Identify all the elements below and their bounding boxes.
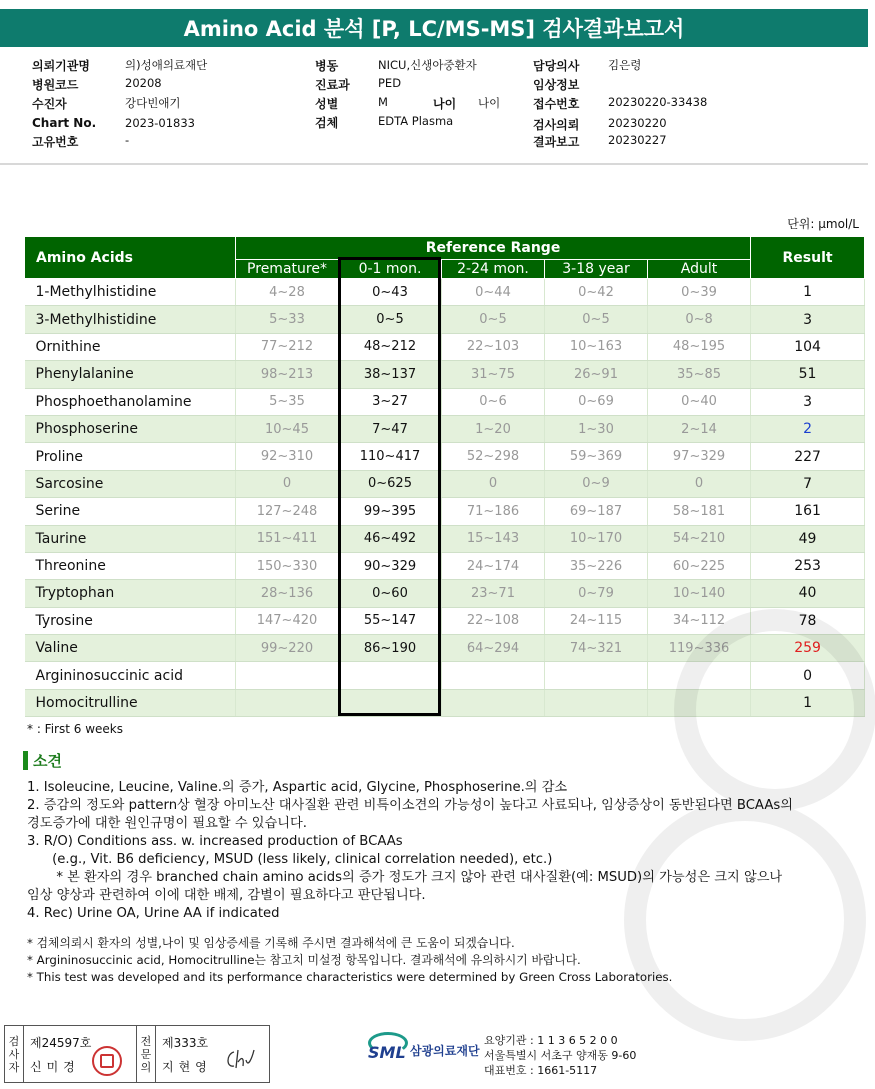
reference-range-cell: 77~212: [236, 333, 339, 360]
report-title: Amino Acid 분석 [P, LC/MS-MS] 검사결과보고서: [0, 9, 868, 47]
reference-range-cell: 59~369: [545, 443, 648, 470]
company-logo: [366, 1030, 480, 1060]
reference-range-cell: 7~47: [339, 415, 442, 442]
opinion-heading: [23, 750, 62, 771]
reference-range-cell: 0~42: [545, 279, 648, 306]
opinion-line: 임상 양상과 관련하여 이에 대한 배제, 감별이 필요하다고 판단됩니다.: [27, 888, 426, 903]
reference-range-cell: 3~27: [339, 388, 442, 415]
result-cell: 3: [751, 306, 865, 333]
reference-range-cell: 34~112: [648, 607, 751, 634]
table-row: [25, 361, 865, 388]
info-value: 김은령: [608, 58, 642, 72]
vert-char: 자: [8, 1060, 20, 1074]
reference-range-cell: 151~411: [236, 525, 339, 552]
info-value: PED: [378, 76, 402, 90]
reference-range-cell: 74~321: [545, 635, 648, 662]
reference-range-cell: 150~330: [236, 552, 339, 579]
tester-name: 신미경: [30, 1060, 80, 1074]
specialist-cell: [156, 1026, 268, 1082]
reference-range-cell: 92~310: [236, 443, 339, 470]
table-row: [25, 306, 865, 333]
info-label: 결과보고: [533, 135, 580, 149]
info-label: 수진자: [32, 97, 67, 111]
info-label: 병원코드: [32, 78, 79, 92]
reference-range-cell: 10~170: [545, 525, 648, 552]
reference-range-cell: 46~492: [339, 525, 442, 552]
reference-range-cell: 0~625: [339, 470, 442, 497]
reference-range-cell: 23~71: [442, 580, 545, 607]
vert-char: 의: [140, 1060, 152, 1074]
reference-range-cell: 99~220: [236, 635, 339, 662]
result-cell: 161: [751, 498, 865, 525]
reference-range-cell: 0: [442, 470, 545, 497]
tester-cell: [24, 1026, 137, 1082]
watermark-icon: [575, 590, 875, 1050]
reference-range-cell: 52~298: [442, 443, 545, 470]
table-row: [25, 415, 865, 442]
amino-acid-name: Tryptophan: [25, 580, 236, 607]
reference-range-cell: 0~5: [339, 306, 442, 333]
info-label: Chart No.: [32, 116, 97, 130]
tester-label: [5, 1026, 24, 1082]
amino-acid-name: Phosphoserine: [25, 415, 236, 442]
amino-acid-name: Sarcosine: [25, 470, 236, 497]
info-label: 의뢰기관명: [32, 59, 90, 73]
address-line: 요양기관 : 1 1 3 6 5 2 0 0: [484, 1034, 618, 1047]
info-label: 접수번호: [533, 97, 580, 111]
vert-char: 사: [8, 1047, 20, 1061]
reference-range-cell: 0~44: [442, 279, 545, 306]
reference-range-cell: 0~9: [545, 470, 648, 497]
vert-char: 문: [140, 1047, 152, 1061]
reference-range-cell: 0~69: [545, 388, 648, 415]
reference-range-cell: 55~147: [339, 607, 442, 634]
info-label: 담당의사: [533, 59, 580, 73]
col-result: Result: [751, 237, 865, 279]
opinion-line: 1. Isoleucine, Leucine, Valine.의 증가, Aspartic acid, Glycine, Phosphoserine.의 감소: [27, 780, 568, 795]
reference-range-cell: 0~5: [545, 306, 648, 333]
table-row: [25, 388, 865, 415]
company-name: 삼광의료재단: [410, 1043, 480, 1058]
table-row: [25, 525, 865, 552]
info-value: 20230227: [608, 133, 667, 147]
info-value: 20230220-33438: [608, 95, 708, 109]
info-label: 진료과: [315, 78, 350, 92]
specialist-label: [137, 1026, 156, 1082]
col-amino-acids: Amino Acids: [25, 237, 236, 279]
reference-range-cell: 0: [648, 470, 751, 497]
reference-range-cell: 28~136: [236, 580, 339, 607]
info-value: 강다빈애기: [125, 96, 181, 110]
result-cell: 51: [751, 361, 865, 388]
reference-range-cell: 0~79: [545, 580, 648, 607]
reference-range-cell: 0: [236, 470, 339, 497]
opinion-line: 4. Rec) Urine OA, Urine AA if indicated: [27, 906, 280, 921]
reference-range-cell: 35~85: [648, 361, 751, 388]
subcol-adult: Adult: [648, 260, 751, 279]
reference-range-cell: 48~212: [339, 333, 442, 360]
info-value: 2023-01833: [125, 116, 195, 130]
table-row: [25, 552, 865, 579]
col-reference-range: Reference Range: [236, 237, 751, 260]
amino-acid-name: Phosphoethanolamine: [25, 388, 236, 415]
signature-box: [4, 1025, 270, 1083]
info-value: -: [125, 133, 130, 147]
reference-range-cell: 15~143: [442, 525, 545, 552]
opinion-line: 2. 증감의 정도와 pattern상 혈장 아미노산 대사질환 관련 비특이소견의 가능성이 높다고 사료되나, 임상증상이 동반된다면 BCAAs의: [27, 798, 793, 813]
heading-bar: [23, 751, 28, 770]
result-cell: 1: [751, 279, 865, 306]
reference-range-cell: 26~91: [545, 361, 648, 388]
amino-acid-name: 1-Methylhistidine: [25, 279, 236, 306]
reference-range-cell: 10~45: [236, 415, 339, 442]
reference-range-cell: 64~294: [442, 635, 545, 662]
amino-acid-name: Phenylalanine: [25, 361, 236, 388]
reference-range-cell: 69~187: [545, 498, 648, 525]
reference-range-cell: 38~137: [339, 361, 442, 388]
signature-icon: [224, 1046, 260, 1072]
reference-range-cell: 22~103: [442, 333, 545, 360]
reference-range-cell: [236, 662, 339, 689]
amino-acid-name: Serine: [25, 498, 236, 525]
result-cell: 7: [751, 470, 865, 497]
amino-acid-name: Ornithine: [25, 333, 236, 360]
amino-acid-name: Proline: [25, 443, 236, 470]
opinion-line: 경도증가에 대한 원인규명이 필요할 수 있습니다.: [27, 816, 307, 831]
reference-range-cell: 1~20: [442, 415, 545, 442]
reference-range-cell: 71~186: [442, 498, 545, 525]
reference-range-cell: 1~30: [545, 415, 648, 442]
info-value: 20230220: [608, 116, 667, 130]
info-value: 20208: [125, 76, 162, 90]
specialist-license: 제333호: [162, 1036, 209, 1050]
reference-range-cell: 0~40: [648, 388, 751, 415]
note-line: * This test was developed and its performance characteristics were determined by Green Cross Laboratories.: [27, 970, 673, 984]
reference-range-cell: 10~140: [648, 580, 751, 607]
reference-range-cell: 0~5: [442, 306, 545, 333]
reference-range-cell: 4~28: [236, 279, 339, 306]
age-value: 나이: [478, 96, 501, 110]
info-value: M: [378, 95, 388, 109]
amino-acid-name: Threonine: [25, 552, 236, 579]
reference-range-cell: 58~181: [648, 498, 751, 525]
reference-range-cell: 0~39: [648, 279, 751, 306]
reference-range-cell: 0~43: [339, 279, 442, 306]
subcol-3-18-year: 3-18 year: [545, 260, 648, 279]
reference-range-cell: [442, 662, 545, 689]
result-cell: 49: [751, 525, 865, 552]
reference-range-cell: 0~60: [339, 580, 442, 607]
result-cell: 104: [751, 333, 865, 360]
reference-range-cell: 5~35: [236, 388, 339, 415]
table-row: [25, 443, 865, 470]
info-label: 병동: [315, 59, 339, 73]
opinion-line: (e.g., Vit. B6 deficiency, MSUD (less likely, clinical correlation needed), etc.): [27, 852, 553, 867]
info-value: NICU,신생아중환자: [378, 58, 477, 72]
result-cell: 1: [751, 689, 865, 716]
age-label: 나이: [433, 97, 457, 111]
table-row: [25, 498, 865, 525]
note-line: * Argininosuccinic acid, Homocitrulline는 참고치 미설정 항목입니다. 결과해석에 유의하시기 바랍니다.: [27, 953, 581, 967]
reference-range-cell: 31~75: [442, 361, 545, 388]
info-label: 검체: [315, 116, 339, 130]
reference-range-cell: 98~213: [236, 361, 339, 388]
amino-acid-name: Tyrosine: [25, 607, 236, 634]
subcol-0-1-mon: 0-1 mon.: [339, 260, 442, 279]
opinion-title: 소견: [33, 752, 62, 770]
info-value: EDTA Plasma: [378, 114, 454, 128]
logo-text: SML: [368, 1043, 406, 1062]
seal-stamp-icon: [92, 1046, 122, 1076]
reference-range-cell: [339, 689, 442, 716]
result-cell: 78: [751, 607, 865, 634]
opinion-line: * 본 환자의 경우 branched chain amino acids의 증가 정도가 크지 않아 관련 대사질환(예: MSUD)의 가능성은 크지 않으나: [27, 870, 783, 885]
reference-range-cell: 24~174: [442, 552, 545, 579]
reference-range-cell: [442, 689, 545, 716]
reference-range-cell: 2~14: [648, 415, 751, 442]
info-label: 고유번호: [32, 135, 79, 149]
table-row: [25, 333, 865, 360]
amino-acid-name: Homocitrulline: [25, 689, 236, 716]
subcol-2-24-mon: 2-24 mon.: [442, 260, 545, 279]
reference-range-cell: 0~6: [442, 388, 545, 415]
reference-range-cell: 10~163: [545, 333, 648, 360]
table-row: [25, 279, 865, 306]
reference-range-cell: 35~226: [545, 552, 648, 579]
result-cell: 3: [751, 388, 865, 415]
amino-acid-name: Valine: [25, 635, 236, 662]
result-cell: 259: [751, 635, 865, 662]
reference-range-cell: 90~329: [339, 552, 442, 579]
result-cell: 2: [751, 415, 865, 442]
info-label: 검사의뢰: [533, 118, 580, 132]
tester-license: 제24597호: [30, 1036, 92, 1050]
reference-range-cell: 99~395: [339, 498, 442, 525]
result-cell: 0: [751, 662, 865, 689]
reference-range-cell: 127~248: [236, 498, 339, 525]
patient-info: [0, 50, 868, 165]
opinion-line: 3. R/O) Conditions ass. w. increased production of BCAAs: [27, 834, 403, 849]
amino-acid-name: 3-Methylhistidine: [25, 306, 236, 333]
result-cell: 227: [751, 443, 865, 470]
reference-range-cell: [236, 689, 339, 716]
reference-range-cell: 110~417: [339, 443, 442, 470]
specialist-name: 지현영: [162, 1060, 212, 1074]
info-label: 임상정보: [533, 78, 580, 92]
info-value: 의)성애의료재단: [125, 58, 208, 72]
reference-range-cell: 97~329: [648, 443, 751, 470]
reference-range-cell: 0~8: [648, 306, 751, 333]
amino-acid-name: Taurine: [25, 525, 236, 552]
reference-range-cell: [339, 662, 442, 689]
amino-acid-name: Argininosuccinic acid: [25, 662, 236, 689]
reference-range-cell: 5~33: [236, 306, 339, 333]
result-cell: 40: [751, 580, 865, 607]
subcol-premature: Premature*: [236, 260, 339, 279]
vert-char: 검: [8, 1034, 20, 1048]
result-cell: 253: [751, 552, 865, 579]
sml-logo-icon: [366, 1030, 408, 1060]
reference-range-cell: 24~115: [545, 607, 648, 634]
unit-label: 단위: μmol/L: [787, 217, 859, 231]
reference-range-cell: 60~225: [648, 552, 751, 579]
address-line: 서울특별시 서초구 양재동 9-60: [484, 1049, 637, 1062]
reference-range-cell: 22~108: [442, 607, 545, 634]
reference-range-cell: 147~420: [236, 607, 339, 634]
reference-range-cell: 119~336: [648, 635, 751, 662]
info-label: 성별: [315, 97, 339, 111]
reference-range-cell: 54~210: [648, 525, 751, 552]
reference-range-cell: 48~195: [648, 333, 751, 360]
note-line: * 검체의뢰시 환자의 성별,나이 및 임상증세를 기록해 주시면 결과해석에 큰 도움이 되겠습니다.: [27, 936, 515, 950]
footnote: * : First 6 weeks: [27, 722, 123, 736]
vert-char: 전: [140, 1034, 152, 1048]
table-row: [25, 470, 865, 497]
address-line: 대표번호 : 1661-5117: [484, 1064, 598, 1077]
reference-range-cell: 86~190: [339, 635, 442, 662]
